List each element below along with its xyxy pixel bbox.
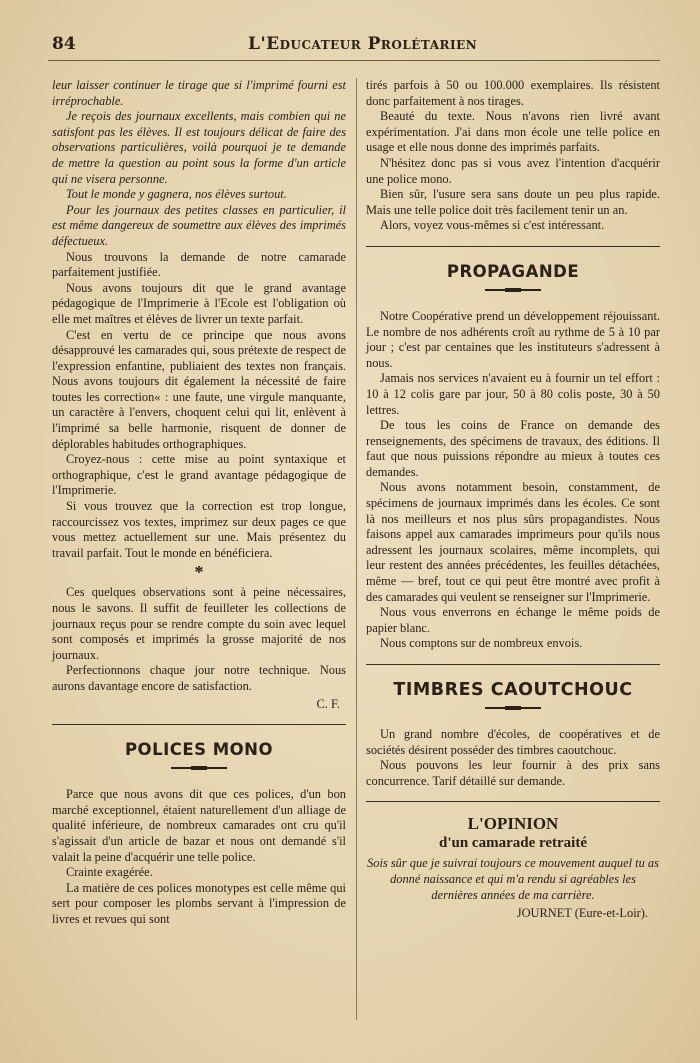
quote-author: JOURNET (Eure-et-Loir). [516, 906, 648, 921]
left-column [52, 78, 346, 928]
column-divider [356, 78, 357, 1020]
title-ornament [485, 707, 541, 709]
paragraph: tirés parfois à 50 ou 100.000 exemplaires. Ils résistent donc parfaitement à nos tirages. [366, 78, 660, 108]
opinion-heading: L'OPINION [467, 814, 559, 834]
paragraph: Nous pouvons les leur fournir à des prix sans concurrence. Tarif détaillé sur demande. [366, 758, 660, 788]
section-rule [366, 664, 660, 665]
paragraph: C'est en vertu de ce principe que nous avons désapprouvé les camarades qui, sous prétexte de respect de l'expression enfantine, publiaient des textes non français. Nous avons toujours dit également la nécessité de faire toutes les correction« : une faute, une virgule manquante, un caractère à l'envers, choquent celui qui lit, enlèvent à l'imprimé sa belle harmonie, risquent de donner de déplorables habitudes orthographiques. [52, 327, 346, 451]
timbres-heading: TIMBRES CAOUTCHOUC [393, 680, 633, 700]
paragraph: N'hésitez donc pas si vous avez l'intention d'acquérir une police mono. [366, 155, 660, 186]
paragraph: Nous vous enverrons en échange le même poids de papier blanc. [366, 605, 660, 635]
paragraph: Jamais nos services n'avaient eu à fournir un tel effort : 10 à 12 colis gare par jour, 50 à 80 colis poste, 30 à 50 lettres. [366, 371, 660, 417]
paragraph: Nous avons notamment besoin, constamment, de spécimens de journaux imprimés dans les écoles. Ce sont là nos meilleurs et nos plus sûrs propagandistes. Nous faisons appel aux camarades imprimeurs pour qu'ils nous adressent les journaux scolaires, même incomplets, qui leur restent des années précédentes, les feuilles détachées, même — bref, tout ce qui peut être montré avec profit à des camarades qui veulent se renseigner sur l'Imprimerie. [366, 480, 660, 604]
paragraph: leur laisser continuer le tirage que si l'imprimé fourni est irréprochable. [52, 78, 346, 108]
paragraph: Nous trouvons la demande de notre camarade parfaitement justifiée. [52, 249, 346, 280]
paragraph: Ces quelques observations sont à peine nécessaires, nous le savons. Il suffit de feuilleter les collections de journaux reçus pour se rendre compte du soin avec lequel sont composés et imprimés la grosse majorité de nos journaux. [52, 585, 346, 662]
section-rule [366, 801, 660, 802]
section-rule [52, 724, 346, 725]
right-column [366, 78, 660, 922]
opinion-quote: Sois sûr que je suivrai toujours ce mouvement auquel tu as donné naissance et qui m'a rendu si agréables les dernières années de ma carrière. [367, 856, 659, 902]
propagande-heading: PROPAGANDE [446, 261, 580, 281]
paragraph: Pour les journaux des petites classes en particulier, il est même dangereux de soumettre aux élèves des imprimés défectueux. [52, 202, 346, 248]
journal-title: L'Educateur Prolétarien [248, 34, 478, 54]
paragraph: Alors, voyez vous-mêmes si c'est intéressant. [380, 218, 605, 233]
paragraph: La matière de ces polices monotypes est celle même qui sert pour composer les plombs servant à l'impression de livres et revues qui sont [52, 880, 346, 926]
polices-mono-heading: POLICES MONO [124, 740, 274, 760]
paragraph: Croyez-nous : cette mise au point syntaxique et orthographique, c'est le grand avantage pédagogique de l'Imprimerie. [52, 452, 346, 498]
paragraph: Notre Coopérative prend un développement réjouissant. Le nombre de nos adhérents croît au rythme de 5 à 10 par jour ; c'est par centaines que les instituteurs s'adressent à nous. [366, 308, 660, 370]
section-rule [366, 246, 660, 247]
title-ornament [171, 767, 227, 769]
signature: C. F. [316, 696, 340, 711]
title-ornament [485, 289, 541, 291]
paragraph: Perfectionnons chaque jour notre technique. Nous aurons davantage encore de satisfaction. [52, 663, 346, 693]
paragraph: Bien sûr, l'usure sera sans doute un peu plus rapide. Mais une telle police doit très facilement tenir un an. [366, 187, 660, 217]
paragraph: Nous comptons sur de nombreux envois. [380, 636, 583, 651]
paragraph: Parce que nous avons dit que ces polices, d'un bon marché exceptionnel, étaient naturellement d'un alliage de qualité inférieure, de nombreux camarades ont cru qu'il s'agissait d'un article de bazar et nous ont demandé s'il valait la peine d'acquérir une telle police. [52, 787, 346, 864]
paragraph: Nous avons toujours dit que le grand avantage pédagogique de l'Imprimerie à l'Ecole est l'obligation où elle met maîtres et élèves de livrer un texte parfait. [52, 280, 346, 326]
paragraph: De tous les coins de France on demande des renseignements, des spécimens de travaux, des éditions. Il faut que nous puissions répondre au mieux à toutes ces demandes. [366, 418, 660, 479]
section-star: * [194, 562, 204, 583]
paragraph: Crainte exagérée. [66, 865, 153, 880]
page-header [48, 30, 660, 61]
opinion-subheading: d'un camarade retraité [438, 835, 588, 852]
paragraph: Tout le monde y gagnera, nos élèves surtout. [66, 187, 287, 202]
paragraph: Un grand nombre d'écoles, de coopératives et de sociétés désirent posséder des timbres caoutchouc. [366, 727, 660, 757]
paragraph: Si vous trouvez que la correction est trop longue, raccourcissez vos textes, imprimez sur deux pages ce que vous mettez actuellement sur une. Mais présentez du travail parfait. Tout le monde en bénéficiera. [52, 499, 346, 560]
paragraph: Je reçois des journaux excellents, mais combien qui ne satisfont pas les élèves. Il est toujours délicat de faire des observations particulières, voilà pourquoi je te demande de mettre la question au point sous la forme d'un article qui ne visera personne. [52, 109, 346, 186]
paragraph: Beauté du texte. Nous n'avons rien livré avant expérimentation. J'ai dans mon école une telle police en usage et elle nous donne des imprimés parfaits. [366, 109, 660, 155]
page-number: 84 [52, 34, 76, 54]
